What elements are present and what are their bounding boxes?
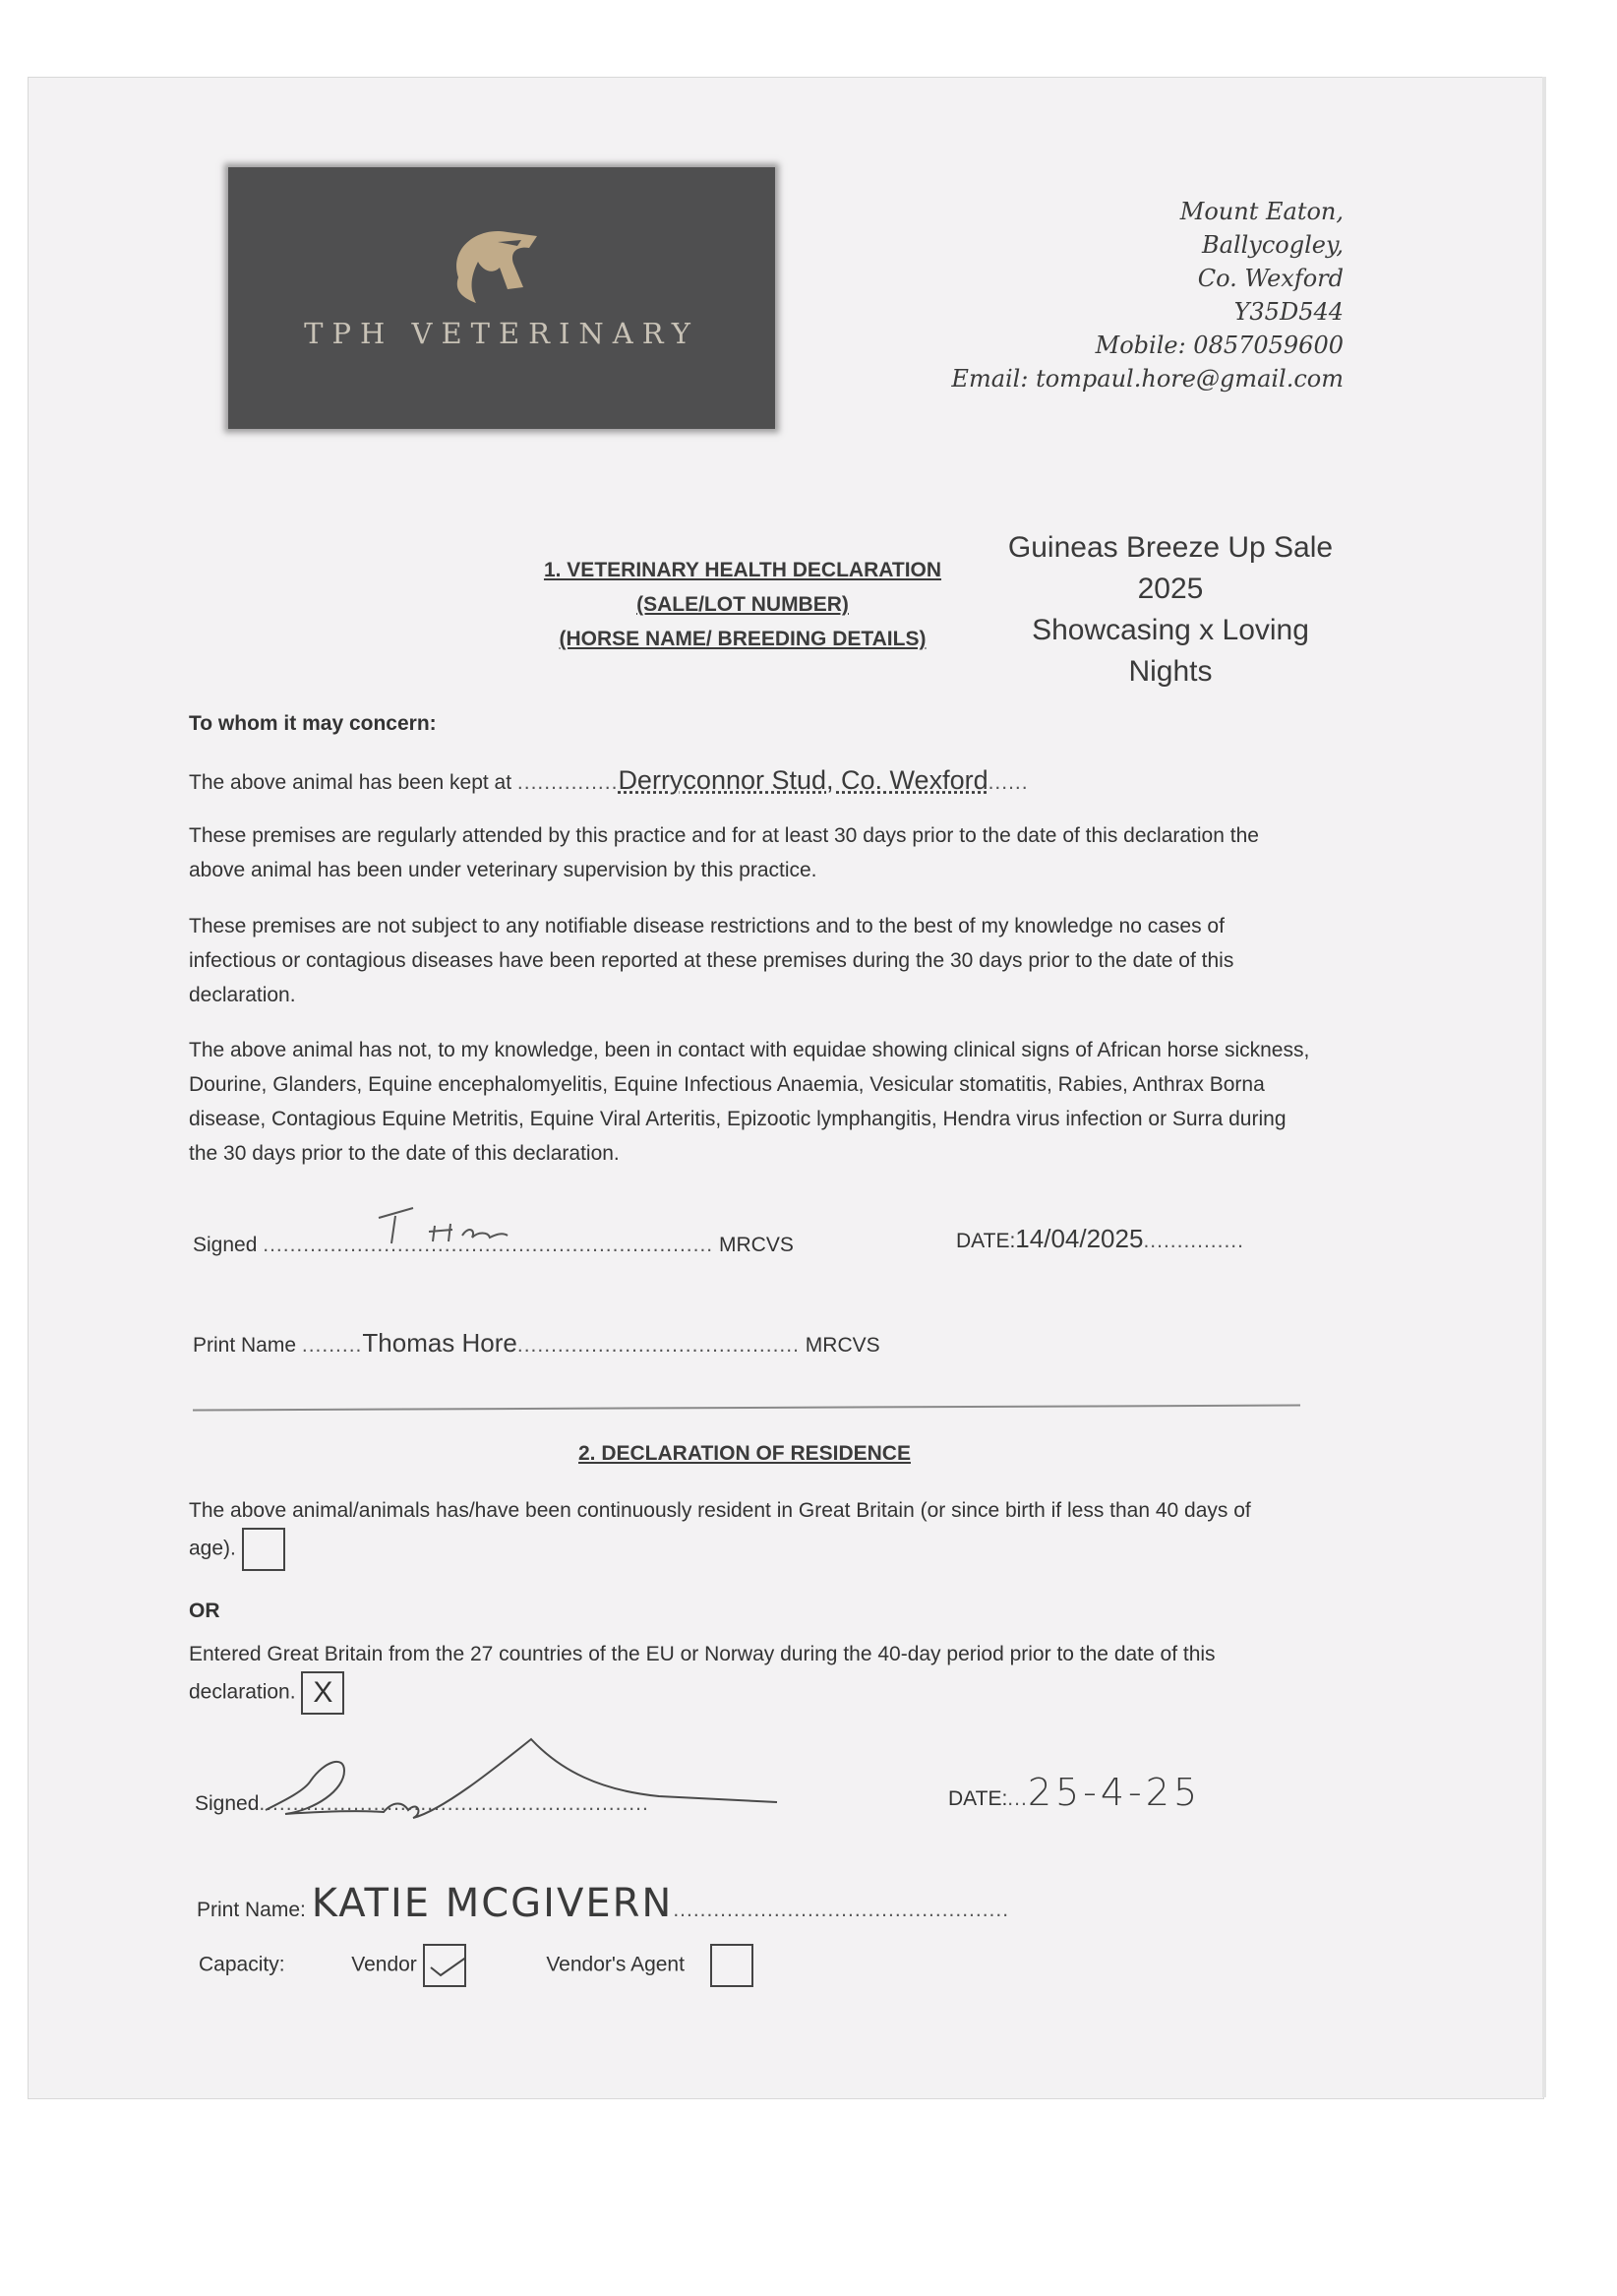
check-mark-icon xyxy=(425,1946,464,1985)
date-row-vet xyxy=(956,1224,1244,1254)
print-name-value: Thomas Hore xyxy=(362,1328,517,1358)
capacity-row xyxy=(199,1944,753,1987)
paragraph-disease-contact: The above animal has not, to my knowledge, been in contact with equidae showing clinical signs of African horse sickness, Dourine, Glanders, Equine encephalomyelitis, Equine Infectious Anaemia, Vesicular stomatitis, Rabies, Anthrax Borna disease, Contagious Equine Metritis, Equine Viral Arteritis, Epizootic lymphangitis, Hendra virus infection or Surra during the 30 days prior to the date of this declaration. xyxy=(189,1039,1310,1165)
vendor-agent-label: Vendor's Agent xyxy=(546,1953,685,1976)
date-row-vendor xyxy=(948,1771,1201,1814)
dotted-line: ............... xyxy=(516,771,619,794)
print-name-value: KATIE MCGIVERN xyxy=(311,1881,674,1926)
vendor-checkbox[interactable] xyxy=(423,1944,466,1987)
heading-line: (SALE/LOT NUMBER) xyxy=(636,593,849,616)
print-name-row-vendor xyxy=(197,1881,1009,1926)
option1-text: The above animal/animals has/have been continuously resident in Great Britain (or since birth if less than 40 days of age). xyxy=(189,1499,1251,1560)
sale-details xyxy=(993,527,1348,693)
residence-option-2 xyxy=(189,1637,1300,1715)
dotted-line: ...... xyxy=(988,771,1029,794)
dotted-line: ... xyxy=(1007,1787,1028,1810)
residence-option-1 xyxy=(189,1493,1300,1571)
print-name-label: Print Name xyxy=(193,1334,297,1357)
option1-checkbox[interactable] xyxy=(242,1528,285,1571)
heading-line: 1. VETERINARY HEALTH DECLARATION xyxy=(543,559,942,581)
sale-name: Guineas Breeze Up Sale xyxy=(1007,531,1334,564)
address-line: Co. Wexford xyxy=(1197,265,1344,292)
vendor-agent-checkbox[interactable] xyxy=(710,1944,753,1987)
horse-head-icon xyxy=(439,218,557,317)
capacity-label: Capacity: xyxy=(199,1953,285,1976)
kept-at-label: The above animal has been kept at xyxy=(189,771,512,794)
kept-at-value: Derryconnor Stud, Co. Wexford xyxy=(618,765,988,795)
section1-heading xyxy=(511,553,974,656)
date-value: 25-4-25 xyxy=(1027,1771,1202,1814)
or-label: OR xyxy=(189,1600,220,1622)
vendor-label: Vendor xyxy=(351,1953,417,1976)
address-line: Mount Eaton, xyxy=(1179,198,1344,225)
sheet-edge xyxy=(1542,77,1546,2097)
email-line: Email: tompaul.hore@gmail.com xyxy=(951,365,1344,393)
signed-label: Signed xyxy=(193,1234,258,1256)
mrcvs-label: MRCVS xyxy=(805,1334,880,1357)
dotted-line: .......................................... xyxy=(516,1334,800,1357)
dotted-line: ............... xyxy=(1143,1230,1244,1252)
salutation: To whom it may concern: xyxy=(189,712,437,735)
paragraph-supervision: These premises are regularly attended by this practice and for at least 30 days prior to the date of this declaration the above animal has been under veterinary supervision by this practice. xyxy=(189,824,1259,881)
dotted-line: .......................................................... xyxy=(259,1792,649,1815)
signed-label: Signed xyxy=(195,1792,260,1815)
mrcvs-label: MRCVS xyxy=(719,1234,794,1256)
practice-address xyxy=(951,195,1344,395)
dotted-line: ......... xyxy=(301,1334,363,1357)
address-line: Y35D544 xyxy=(1233,298,1344,326)
mobile-line: Mobile: 0857059600 xyxy=(1095,332,1344,359)
option2-text: Entered Great Britain from the 27 countries of the EU or Norway during the 40-day period prior to the date of this declaration. xyxy=(189,1643,1216,1704)
section2-heading: 2. DECLARATION OF RESIDENCE xyxy=(578,1442,911,1465)
paragraph-restrictions: These premises are not subject to any notifiable disease restrictions and to the best of my knowledge no cases of infectious or contagious diseases have been reported at these premises during the 30 days prior to the date of this declaration. xyxy=(189,915,1234,1006)
dotted-line: ................................................................... xyxy=(263,1234,714,1256)
print-name-row-vet xyxy=(193,1328,880,1359)
logo-wordmark: TPH VETERINARY xyxy=(304,317,699,350)
print-name-label: Print Name: xyxy=(197,1899,306,1921)
date-label: DATE: xyxy=(948,1787,1008,1810)
horse-breeding-cont: Nights xyxy=(1128,655,1213,688)
sale-year: 2025 xyxy=(1137,573,1204,605)
horse-breeding: Showcasing x Loving xyxy=(1032,614,1309,646)
vendor-signature xyxy=(246,1731,797,1840)
date-value: 14/04/2025 xyxy=(1015,1224,1144,1253)
option2-checkbox[interactable]: X xyxy=(301,1671,344,1715)
address-line: Ballycogley, xyxy=(1202,231,1344,259)
vet-signature xyxy=(374,1202,551,1251)
dotted-line: .................................................. xyxy=(673,1899,1010,1921)
tph-veterinary-logo xyxy=(228,167,775,429)
date-label: DATE: xyxy=(956,1230,1016,1252)
kept-at-row xyxy=(189,763,1310,800)
heading-line: (HORSE NAME/ BREEDING DETAILS) xyxy=(559,628,927,650)
